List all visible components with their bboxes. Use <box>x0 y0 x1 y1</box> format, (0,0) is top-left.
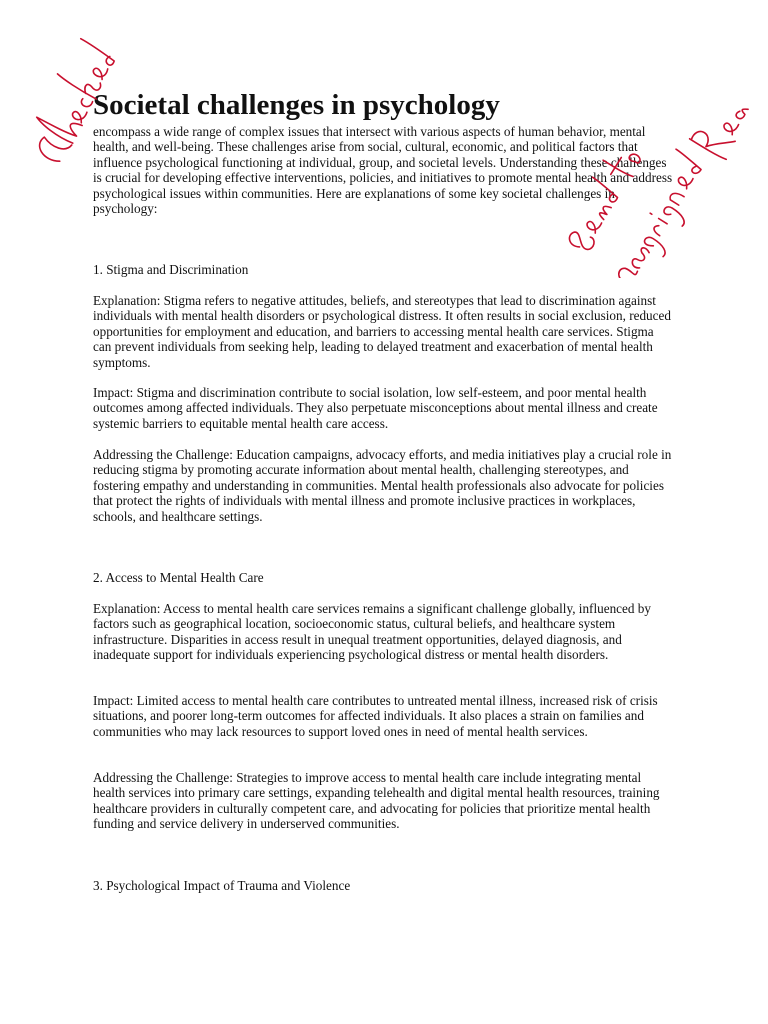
section-heading-access: 2. Access to Mental Health Care <box>93 570 264 585</box>
section-paragraph: Explanation: Stigma refers to negative attitudes, beliefs, and stereotypes that lead to discrimination against individuals with mental health disorders or psychological distress. It often results in social exclusion, reduced opportunities for employment and education, and barriers to accessing mental health care services. Stigma can prevent individuals from seeking help, leading to delayed treatment and exacerbation of mental health symptoms. <box>93 293 671 370</box>
section-heading-stigma: 1. Stigma and Discrimination <box>93 262 249 277</box>
document-title: Societal challenges in psychology <box>93 89 500 121</box>
intro-paragraph: encompass a wide range of complex issues that intersect with various aspects of human behavior, mental health, and well-being. These challenges arise from social, cultural, economic, and political factors that influence psychological functioning at individual, group, and societal levels. Understanding these challenges is crucial for developing effective interventions, policies, and initiatives to promote mental health and address psychological issues within communities. Here are explanations of some key societal challenges in psychology: <box>93 124 673 217</box>
section-heading-trauma: 3. Psychological Impact of Trauma and Violence <box>93 878 351 893</box>
section-paragraph: Explanation: Access to mental health care services remains a significant challenge globally, influenced by factors such as geographical location, socioeconomic status, cultural beliefs, and healthcare system infrastructure. Disparities in access result in unequal treatment opportunities, delayed diagnosis, and inadequate support for individuals experiencing psychological distress or mental health disorders. <box>93 601 651 663</box>
section-paragraph: Impact: Limited access to mental health care contributes to untreated mental illness, increased risk of crisis situations, and poorer long-term outcomes for affected individuals. It also places a strain on families and communities who may lack resources to support loved ones in need of mental health services. <box>93 693 658 739</box>
section-paragraph: Addressing the Challenge: Strategies to improve access to mental health care include integrating mental health services into primary care settings, expanding telehealth and digital mental health resources, training healthcare providers in culturally competent care, and advocating for policies that prioritize mental health funding and service delivery in underserved communities. <box>93 770 660 832</box>
section-paragraph: Impact: Stigma and discrimination contribute to social isolation, low self-esteem, and poor mental health outcomes among affected individuals. They also perpetuate misconceptions about mental illness and create systemic barriers to equitable mental health care access. <box>93 385 658 431</box>
section-paragraph: Addressing the Challenge: Education campaigns, advocacy efforts, and media initiatives play a crucial role in reducing stigma by promoting accurate information about mental health, challenging stereotypes, and fostering empathy and understanding in communities. Mental health professionals also advocate for policies that protect the rights of individuals with mental illness and promote inclusive practices in workplaces, schools, and healthcare settings. <box>93 447 672 524</box>
